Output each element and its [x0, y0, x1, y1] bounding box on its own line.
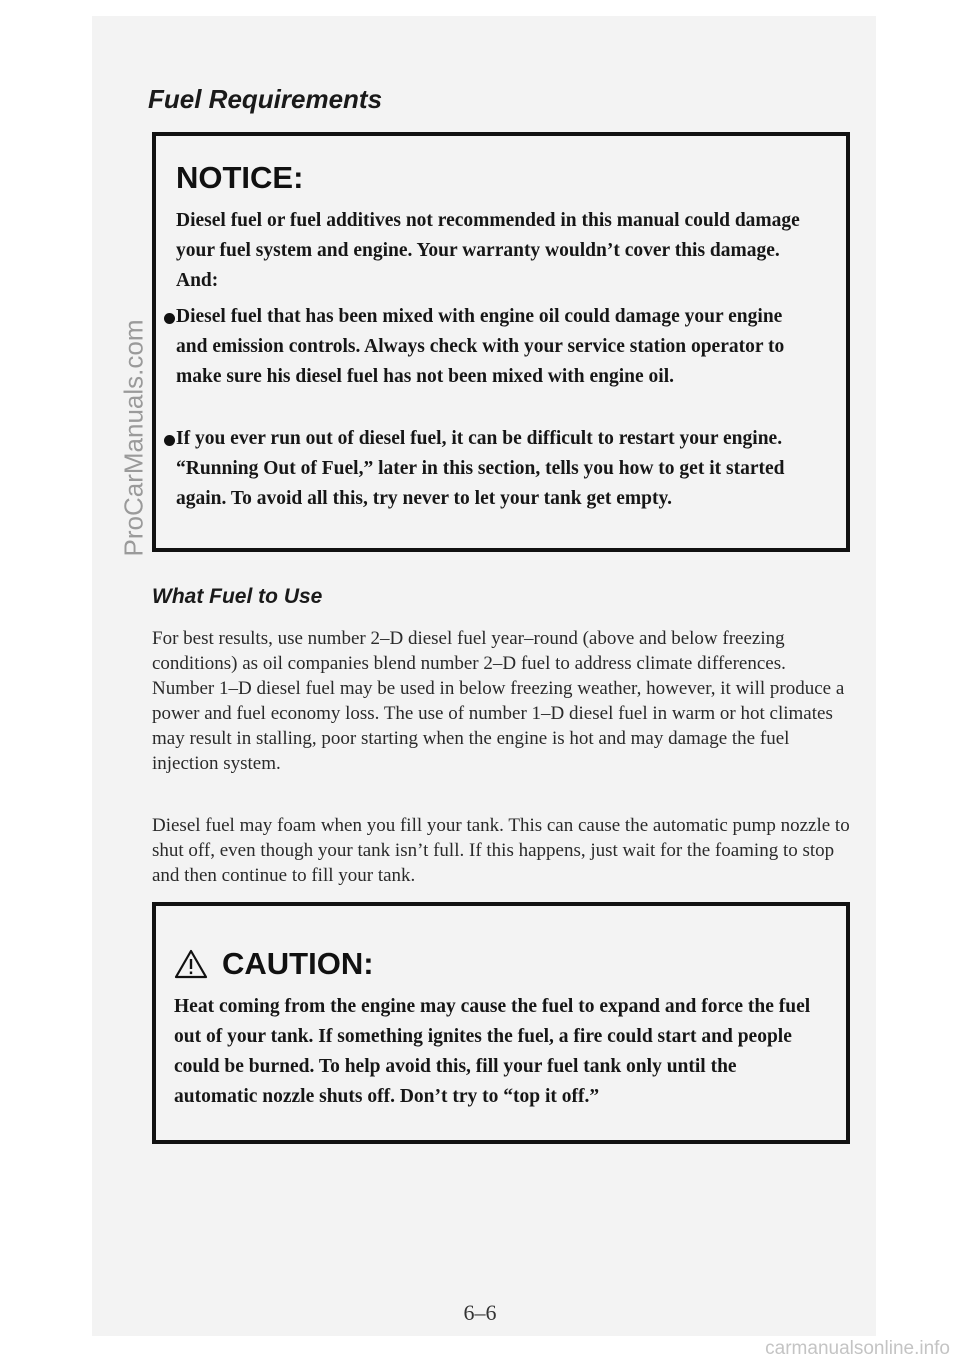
bullet-icon	[164, 435, 175, 446]
what-fuel-heading: What Fuel to Use	[152, 585, 323, 608]
notice-bullet-text: If you ever run out of diesel fuel, it can be difficult to restart your engine. “Running Out of Fuel,” later in this section, tells you how to get it started again. To avoid all this, try never to let your tank get empty.	[176, 428, 785, 509]
caution-text: Heat coming from the engine may cause the fuel to expand and force the fuel out of your tank. If something ignites the fuel, a fire could start and people could be burned. To help avoid this, fill your fuel tank only until the automatic nozzle shuts off. Don’t try to “top it off.”	[174, 996, 811, 1107]
bullet-icon	[164, 313, 175, 324]
side-watermark: ProCarManuals.com	[118, 319, 149, 557]
notice-bullet-text: Diesel fuel that has been mixed with engine oil could damage your engine and emission controls. Always check with your service station operator to make sure his diesel fuel has not been mixed with engine oil.	[176, 306, 785, 387]
notice-box	[152, 132, 850, 552]
bottom-watermark: carmanualsonline.info	[765, 1338, 950, 1359]
notice-intro: Diesel fuel or fuel additives not recommended in this manual could damage your fuel system and engine. Your warranty wouldn’t cover this damage. And:	[176, 210, 800, 291]
body-paragraph: Diesel fuel may foam when you fill your tank. This can cause the automatic pump nozzle to shut off, even though your tank isn’t full. If this happens, just wait for the foaming to stop and then continue to fill your tank.	[152, 815, 850, 886]
notice-heading: NOTICE:	[176, 160, 304, 195]
caution-heading-row	[174, 946, 374, 982]
caution-box	[152, 902, 850, 1144]
caution-heading: CAUTION:	[222, 946, 374, 981]
body-paragraph: For best results, use number 2–D diesel fuel year–round (above and below freezing conditions) as oil companies blend number 2–D fuel to address climate differences. Number 1–D diesel fuel may be used in below freezing weather, however, it will produce a power and fuel economy loss. The use of number 1–D diesel fuel in warm or hot climates may result in stalling, poor starting when the engine is hot and may damage the fuel injection system.	[152, 628, 845, 774]
section-title: Fuel Requirements	[148, 84, 383, 114]
page-number: 6–6	[463, 1300, 497, 1325]
warning-triangle-icon	[174, 949, 208, 979]
